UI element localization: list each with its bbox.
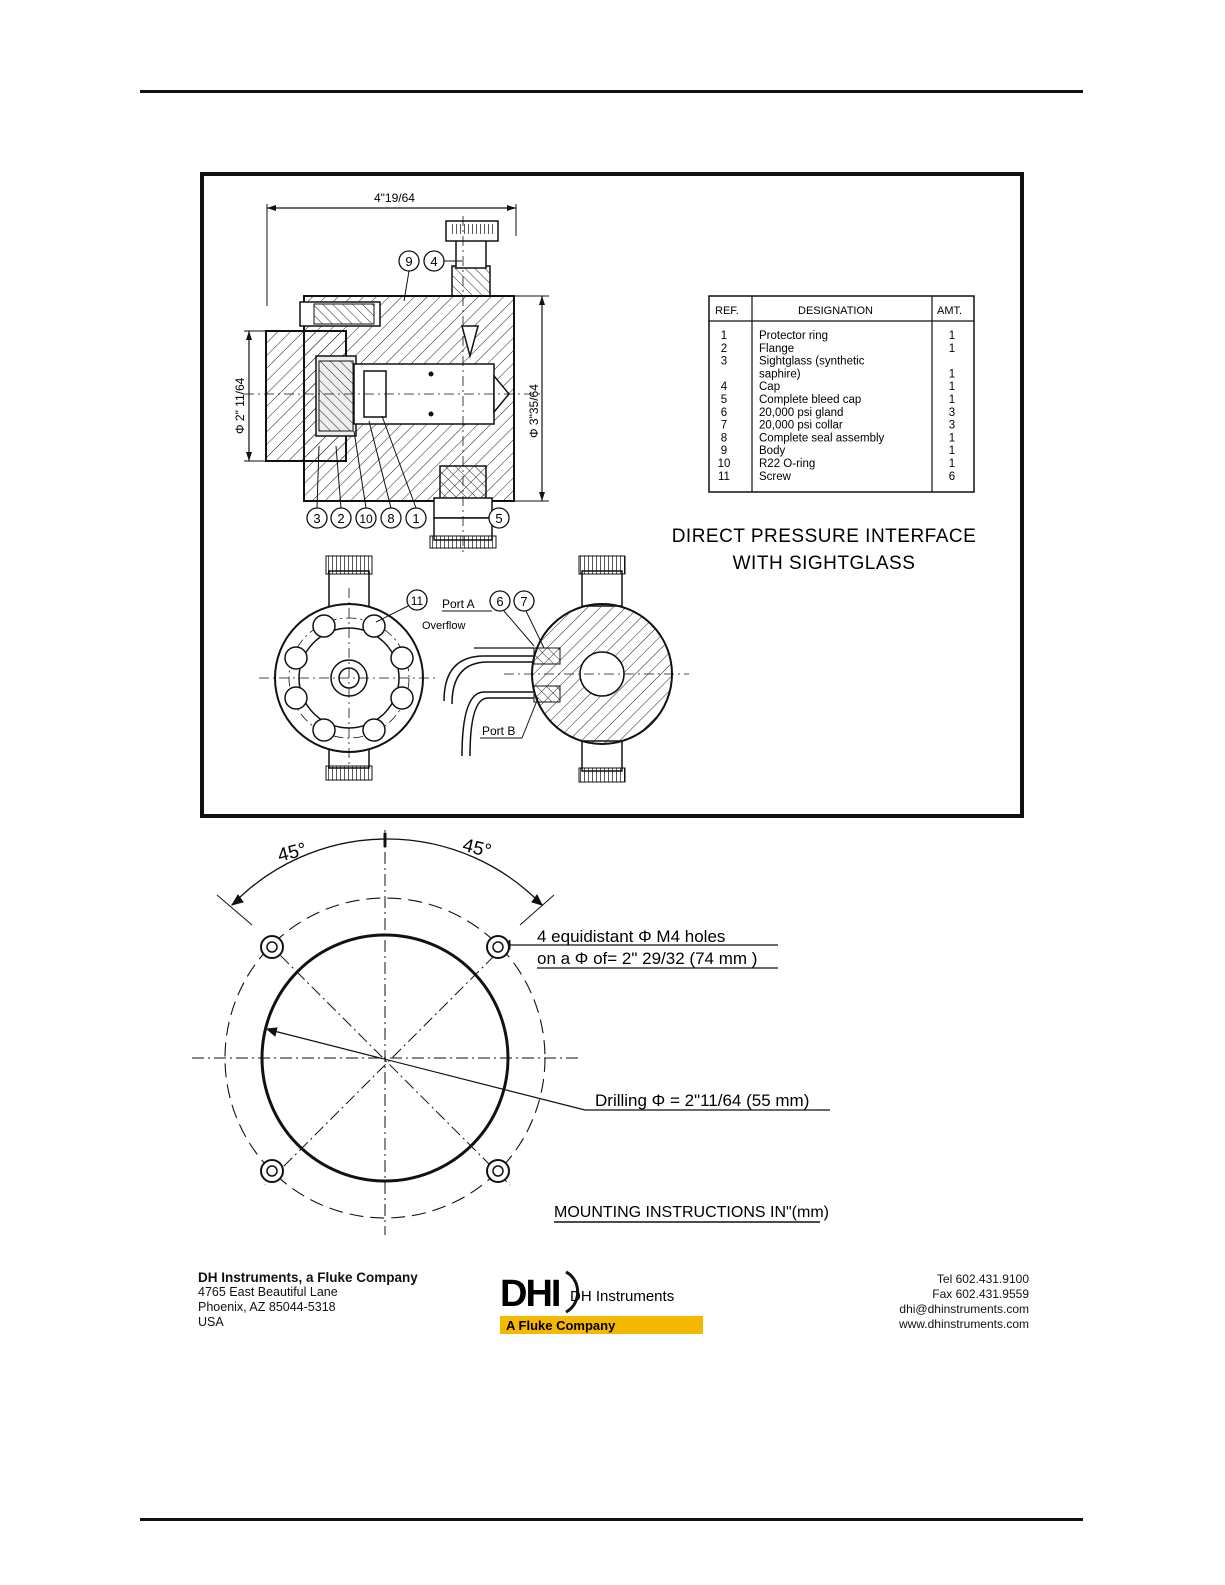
angle-left-label: 45° bbox=[275, 839, 309, 867]
table-cell-designation: Screw bbox=[759, 470, 791, 483]
table-cell-designation: Flange bbox=[759, 342, 795, 355]
table-cell-amt: 1 bbox=[948, 432, 956, 445]
website-link[interactable]: www.dhinstruments.com bbox=[898, 1317, 1029, 1331]
svg-text:8: 8 bbox=[387, 511, 395, 526]
table-cell-ref: 4 bbox=[720, 381, 728, 394]
svg-text:DH Instruments: DH Instruments bbox=[570, 1288, 675, 1305]
svg-text:1: 1 bbox=[412, 511, 420, 526]
table-cell-designation: Protector ring bbox=[759, 330, 829, 342]
table-cell-amt: 1 bbox=[948, 394, 956, 406]
angle-right-label: 45° bbox=[460, 835, 494, 863]
table-cell-amt: 3 bbox=[948, 419, 956, 432]
table-header-designation: DESIGNATION bbox=[798, 305, 873, 317]
table-cell-designation: Complete seal assembly bbox=[759, 432, 885, 445]
mounting-drawing bbox=[180, 825, 860, 1235]
table-header-ref: REF. bbox=[715, 305, 739, 317]
table-cell-ref: 7 bbox=[720, 419, 728, 432]
table-cell-amt: 1 bbox=[948, 330, 956, 342]
contact-info bbox=[899, 1272, 1029, 1332]
drawing-title-line-1: DIRECT PRESSURE INTERFACE bbox=[671, 526, 977, 547]
port-a-label: Port A bbox=[442, 597, 475, 611]
body-diameter-dimension bbox=[514, 296, 549, 501]
email-link[interactable]: dhi@dhinstruments.com bbox=[899, 1302, 1029, 1316]
table-cell-amt: 1 bbox=[948, 381, 956, 394]
cross-section-view bbox=[244, 216, 544, 556]
table-cell-ref: 5 bbox=[720, 394, 728, 406]
address-line-2: Phoenix, AZ 85044-5318 bbox=[198, 1300, 336, 1314]
drilling-note: Drilling Φ = 2"11/64 (55 mm) bbox=[595, 1091, 810, 1110]
table-cell-amt: 1 bbox=[948, 458, 956, 470]
address-country: USA bbox=[198, 1315, 224, 1329]
table-cell-designation: saphire) bbox=[759, 368, 801, 381]
flange-front-view bbox=[259, 556, 439, 780]
table-cell-amt: 1 bbox=[948, 445, 956, 458]
parts-table bbox=[709, 296, 974, 492]
svg-text:3: 3 bbox=[313, 511, 321, 526]
mounting-hole bbox=[261, 936, 283, 958]
table-cell-ref: 9 bbox=[720, 445, 728, 458]
bottom-rule bbox=[140, 1518, 1083, 1521]
company-address bbox=[198, 1270, 418, 1330]
svg-text:5: 5 bbox=[495, 511, 503, 526]
table-cell-designation: Body bbox=[759, 445, 786, 458]
svg-text:7: 7 bbox=[520, 594, 528, 609]
callout-9 bbox=[399, 251, 419, 301]
company-name: DH Instruments, a Fluke Company bbox=[198, 1270, 418, 1285]
table-cell-amt: 1 bbox=[948, 368, 956, 381]
svg-text:6: 6 bbox=[496, 594, 504, 609]
table-cell-amt: 1 bbox=[948, 342, 956, 355]
table-cell-ref: 1 bbox=[720, 330, 728, 342]
dhi-logo bbox=[500, 1262, 715, 1340]
top-rule bbox=[140, 90, 1083, 93]
table-cell-ref: 2 bbox=[720, 342, 728, 355]
holes-note-line-2: on a Φ of= 2" 29/32 (74 mm ) bbox=[537, 949, 758, 968]
table-cell-designation: R22 O-ring bbox=[759, 458, 816, 470]
table-cell-ref: 11 bbox=[718, 470, 730, 483]
mounting-hole bbox=[261, 1160, 283, 1182]
drawing-title-line-2: WITH SIGHTGLASS bbox=[732, 553, 916, 574]
holes-note-line-1: 4 equidistant Φ M4 holes bbox=[537, 927, 726, 946]
svg-text:11: 11 bbox=[410, 594, 424, 608]
table-cell-amt: 3 bbox=[948, 406, 956, 419]
port-b-label: Port B bbox=[482, 724, 516, 738]
table-cell-designation: 20,000 psi collar bbox=[759, 419, 843, 432]
table-cell-ref: 3 bbox=[720, 355, 728, 368]
flange-diameter-dimension bbox=[233, 331, 266, 461]
table-header-amt: AMT. bbox=[937, 305, 963, 317]
mounting-caption: MOUNTING INSTRUCTIONS IN"(mm) bbox=[554, 1204, 829, 1221]
mounting-hole bbox=[487, 1160, 509, 1182]
body-diameter-label: Φ 3"35/64 bbox=[527, 384, 541, 438]
svg-text:A Fluke Company: A Fluke Company bbox=[506, 1318, 616, 1333]
assembly-drawing-frame bbox=[200, 172, 1024, 818]
overall-width-label: 4"19/64 bbox=[374, 191, 415, 205]
table-cell-ref: 8 bbox=[720, 432, 728, 445]
svg-text:DHI: DHI bbox=[500, 1273, 560, 1315]
mounting-hole bbox=[487, 936, 509, 958]
flange-diameter-label: Φ 2" 11/64 bbox=[233, 377, 247, 434]
svg-text:2: 2 bbox=[337, 511, 345, 526]
table-cell-designation: Cap bbox=[759, 381, 781, 394]
tel: Tel 602.431.9100 bbox=[936, 1272, 1029, 1286]
table-cell-ref: 6 bbox=[720, 406, 728, 419]
table-cell-designation: Complete bleed cap bbox=[759, 394, 862, 406]
overflow-label: Overflow bbox=[422, 620, 466, 632]
svg-text:4: 4 bbox=[430, 254, 438, 269]
table-cell-ref: 10 bbox=[717, 458, 731, 470]
table-cell-designation: Sightglass (synthetic bbox=[759, 355, 865, 368]
fax: Fax 602.431.9559 bbox=[932, 1287, 1029, 1301]
port-side-view bbox=[444, 556, 689, 782]
table-cell-amt: 6 bbox=[948, 470, 956, 483]
table-cell-designation: 20,000 psi gland bbox=[759, 406, 844, 419]
address-line-1: 4765 East Beautiful Lane bbox=[198, 1285, 338, 1299]
assembly-drawing bbox=[204, 176, 1020, 814]
svg-text:9: 9 bbox=[405, 254, 413, 269]
svg-text:10: 10 bbox=[359, 512, 373, 526]
